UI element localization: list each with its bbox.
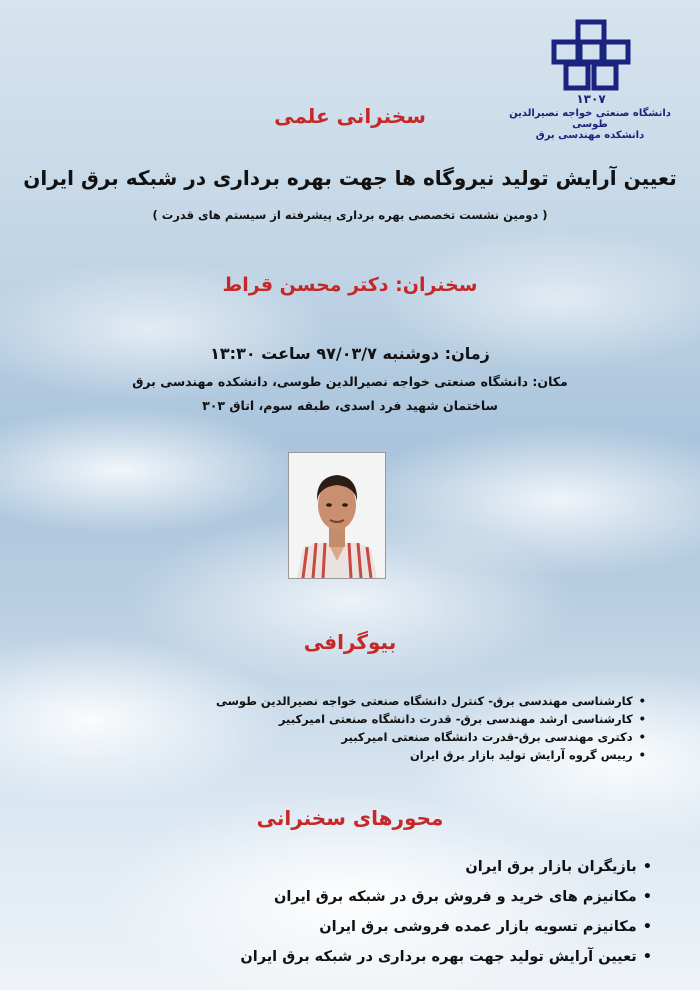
person-portrait-icon (289, 453, 385, 578)
bio-list (46, 692, 646, 764)
bio-item-text: کارشناسی ارشد مهندسی برق- قدرت دانشگاه صنعتی امیرکبیر (278, 712, 633, 726)
topic-item-text: بازیگران بازار برق ایران (465, 859, 637, 875)
bullet-icon: • (638, 748, 646, 762)
bio-heading: بیوگرافی (303, 630, 397, 654)
talk-type-heading: سخنرانی علمی (274, 104, 426, 128)
bullet-icon: • (642, 859, 652, 875)
topic-item (52, 942, 652, 972)
bullet-icon: • (642, 919, 652, 935)
topic-item-text: مکانیزم تسویه بازار عمده فروشی برق ایران (319, 919, 637, 935)
bio-item (46, 746, 646, 764)
bio-item-text: کارشناسی مهندسی برق- کنترل دانشگاه صنعتی خواجه نصیرالدین طوسی (215, 694, 633, 708)
topic-item-text: مکانیزم های خرید و فروش برق در شبکه برق ایران (273, 889, 637, 905)
topic-item (52, 882, 652, 912)
bullet-icon: • (642, 889, 652, 905)
topic-item (52, 852, 652, 882)
topics-list (52, 852, 652, 972)
speaker-photo (288, 452, 386, 579)
bio-item-text: رییس گروه آرایش تولید بازار برق ایران (409, 748, 633, 762)
event-place-line1: مکان: دانشگاه صنعتی خواجه نصیرالدین طوسی، دانشکده مهندسی برق (132, 374, 568, 389)
bio-item-text: دکتری مهندسی برق-قدرت دانشگاه صنعتی امیرکبیر (341, 730, 633, 744)
speaker-name: سخنران: دکتر محسن قراط (222, 274, 478, 296)
topic-item (52, 912, 652, 942)
logo-faculty-name: دانشکده مهندسی برق (535, 130, 645, 141)
logo-university-name: دانشگاه صنعتی خواجه نصیرالدین طوسی (509, 108, 671, 130)
bullet-icon: • (638, 712, 646, 726)
bio-item (46, 692, 646, 710)
bio-item (46, 728, 646, 746)
bio-item (46, 710, 646, 728)
bullet-icon: • (642, 949, 652, 965)
talk-subtitle: ( دومین نشست تخصصی بهره برداری پیشرفته از سیستم های قدرت ) (152, 208, 548, 222)
logo-year: ۱۳۰۷ (576, 92, 606, 106)
university-logo-icon (548, 18, 634, 94)
event-time: زمان: دوشنبه ۹۷/۰۳/۷ ساعت ۱۳:۳۰ (210, 344, 490, 363)
bullet-icon: • (638, 730, 646, 744)
talk-title: تعیین آرایش تولید نیروگاه ها جهت بهره برداری در شبکه برق ایران (23, 166, 677, 190)
topics-heading: محورهای سخنرانی (256, 806, 444, 830)
bullet-icon: • (638, 694, 646, 708)
event-place-line2: ساختمان شهید فرد اسدی، طبقه سوم، اتاق ۳۰۳ (202, 398, 498, 413)
topic-item-text: تعیین آرایش تولید جهت بهره برداری در شبکه برق ایران (240, 949, 637, 965)
